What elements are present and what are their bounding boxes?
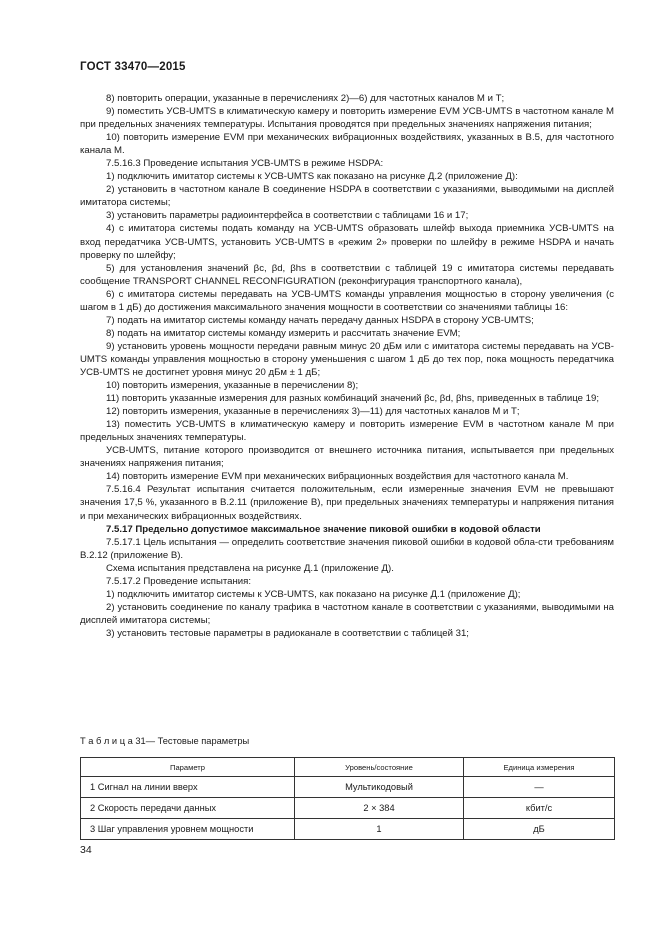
test-parameters-table [80,757,615,840]
table-cell: — [464,777,615,798]
paragraph: 3) установить параметры радиоинтерфейса в соответствии с таблицами 16 и 17; [106,210,469,222]
table-cell: дБ [464,819,615,840]
paragraph: 7.5.17.1 Цель испытания — определить соответствие значения пиковой ошибки в кодовой обла-сти требованиям В.2.12 (приложение В). [80,536,614,561]
table-cell: кбит/с [464,798,615,819]
paragraph: 3) установить тестовые параметры в радиоканале в соответствии с таблицей 31; [106,627,469,639]
paragraph: 5) для установления значений βc, βd, βhs в соответствии с таблицей 19 с имитатора системы передавать сообщение TRANSPORT CHANNEL RECONFIGURATION (реконфигурация транспортного канала), [80,262,614,287]
table-cell: Мультикодовый [295,777,464,798]
table-row [81,777,615,798]
paragraph: 7.5.16.3 Проведение испытания УСВ-UMTS в режиме HSDPA: [106,158,384,170]
paragraph: 4) с имитатора системы подать команду на УСВ-UMTS образовать шлейф выхода приемника УСВ-UMTS на вход передатчика УСВ-UMTS, установить УСВ-UMTS в «режим 2» проверки по шлейфу в режиме HSDPA и начать проверку по шлейфу; [80,223,614,261]
paragraph: 6) с имитатора системы передавать на УСВ-UMTS команды управления мощностью в сторону увеличения (с шагом в 1 дБ) до достижения максимального значения мощности в соответствии со значениями таблицы 16: [80,288,614,313]
table-cell: 1 [295,819,464,840]
paragraph: 1) подключить имитатор системы к УСВ-UMTS, как показано на рисунке Д.1 (приложение Д); [106,588,521,600]
table-cell: 3 Шаг управления уровнем мощности [81,819,295,840]
column-header: Уровень/состояние [295,758,464,777]
paragraph: 12) повторить измерения, указанные в перечислениях 3)—11) для частотных каналов М и Т; [106,406,520,418]
document-body [80,92,614,640]
paragraph: 7.5.16.4 Результат испытания считается положительным, если измеренные значения EVM не превышают значения 17,5 %, указанного в В.2.11 (приложение В), при предельных значениях температуры и напряжения питания и при механических вибрационных воздействиях. [80,484,614,522]
paragraph: 7) подать на имитатор системы команду начать передачу данных HSDPA в сторону УСВ-UMTS; [106,314,534,326]
paragraph: 9) поместить УСВ-UMTS в климатическую камеру и повторить измерение EVM УСВ-UMTS в частотном канале М при предельных значениях температуры. Испытания проводятся при предельных значениях напряжения питания; [80,106,614,131]
paragraph: 1) подключить имитатор системы к УСВ-UMTS как показано на рисунке Д.2 (приложение Д): [106,171,518,183]
paragraph: 7.5.17.2 Проведение испытания: [106,575,251,587]
paragraph: 8) повторить операции, указанные в перечислениях 2)—6) для частотных каналов М и Т; [106,93,505,104]
paragraph: 13) поместить УСВ-UMTS в климатическую камеру и повторить измерение EVM в частотном канале М при предельных значениях температуры. [80,419,614,444]
paragraph: 11) повторить указанные измерения для разных комбинаций значений βc, βd, βhs, приведенных в таблице 19; [106,393,599,405]
section-heading: 7.5.17 Предельно допустимое максимальное значение пиковой ошибки в кодовой области [106,523,541,535]
table-row [81,819,615,840]
column-header: Параметр [81,758,295,777]
paragraph: 2) установить соединение по каналу трафика в частотном канале в соответствии с указаниями, выводимыми на дисплей имитатора системы; [80,601,614,626]
column-header: Единица измерения [464,758,615,777]
table-cell: 1 Сигнал на линии вверх [81,777,295,798]
paragraph: УСВ-UMTS, питание которого производится от внешнего источника питания, испытывается при предельных значениях напряжения питания; [80,445,614,470]
paragraph: 9) установить уровень мощности передачи равным минус 20 дБм или с имитатора системы передавать на УСВ-UMTS команды управления мощностью в сторону уменьшения с шагом 1 дБ до тех пор, пока мощность передатчика УСВ-UMTS не достигнет уровня минус 20 дБм ± 1 дБ; [80,340,614,378]
paragraph: 2) установить в частотном канале В соединение HSDPA в соответствии с указаниями, выводимыми на дисплей имитатора системы; [80,184,614,209]
page-number: 34 [80,844,92,856]
table-caption: Т а б л и ц а 31— Тестовые параметры [80,736,250,746]
table-cell: 2 × 384 [295,798,464,819]
paragraph: 14) повторить измерение EVM при механических вибрационных воздействия для частотного канала М. [106,471,569,483]
table-row [81,798,615,819]
paragraph: 8) подать на имитатор системы команду измерить и рассчитать значение EVM; [106,327,461,339]
table-cell: 2 Скорость передачи данных [81,798,295,819]
table-header-row [81,758,615,777]
paragraph: 10) повторить измерение EVM при механических вибрационных воздействиях, указанных в В.5, для частотного канала М. [80,132,614,157]
document-header: ГОСТ 33470—2015 [80,61,186,73]
paragraph: 10) повторить измерения, указанные в перечислении 8); [106,380,359,392]
paragraph: Схема испытания представлена на рисунке Д.1 (приложение Д). [106,562,394,574]
